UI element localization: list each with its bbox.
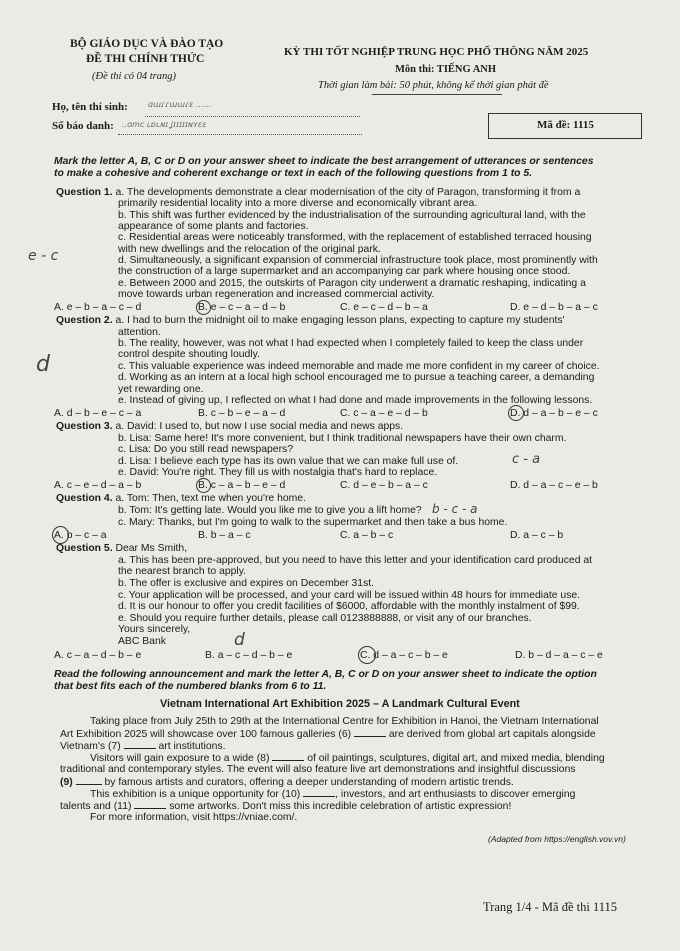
q2-line-d2: yet rewarding one.	[118, 384, 204, 395]
q4-handwritten-note: b - c - a	[432, 502, 478, 516]
ministry-name: BỘ GIÁO DỤC VÀ ĐÀO TẠO	[70, 38, 224, 50]
q1-handwritten-note: e - c	[28, 248, 59, 264]
q2-line-b: b. The reality, however, was not what I had expected when I completely failed to keep the class under	[118, 338, 584, 349]
subject: Môn thi: TIẾNG ANH	[395, 64, 497, 75]
q3-line-e: e. David: You're right. They fill us with nostalgia that's hard to replace.	[118, 467, 438, 478]
q2-answer-circle	[508, 405, 524, 421]
q2-handwritten-note: d	[36, 352, 50, 377]
q5-closing: Yours sincerely,	[118, 624, 191, 635]
q1-answer-circle	[196, 300, 211, 315]
id-scribble: ..ɑmc ʟɒʟɴɪ ʝɪɪɪɪɪɴʏɛɛ	[122, 120, 207, 129]
q1-line-e2: move towards urban regeneration and increased commercial activity.	[118, 289, 435, 300]
q1-line-e: e. Between 2000 and 2015, the outskirts of Paragon city underwent a dramatic reshaping, indicating a	[118, 278, 586, 289]
exam-title: KỲ THI TỐT NGHIỆP TRUNG HỌC PHỔ THÔNG NĂM 2025	[284, 46, 589, 58]
q5-line-e: e. Should you require further details, please call 0123888888, or visit any of our branches.	[118, 613, 532, 624]
article-p2-line3: (9) by famous artists and curators, offering a deeper understanding of modern artistic trends.	[60, 777, 514, 788]
q4-option-d: D. a – c – b	[510, 530, 564, 541]
q5-answer-circle	[358, 646, 376, 664]
section2-instruction-2: that best fits each of the numbered blanks from 6 to 11.	[54, 681, 327, 692]
q1-line-a2: primarily residential locality into a more diverse and economically vibrant area.	[118, 198, 478, 209]
q4-line-c: c. Mary: Thanks, but I'm going to walk to the supermarket and then take a bus home.	[118, 517, 508, 528]
blank-9	[76, 776, 102, 785]
q5-line-a: a. This has been pre-approved, but you need to have this letter and your identification card produced at	[118, 555, 593, 566]
q4-line-b: b. Tom: It's getting late. Would you like me to give you a lift home?	[118, 505, 422, 516]
q3-handwritten-note: c - a	[512, 452, 541, 467]
q2-option-c: C. c – a – e – d – b	[340, 408, 428, 419]
q2-line-d: d. Working as an intern at a local high school encouraged me to pursue a teaching career, a demanding	[118, 372, 595, 383]
q3-label: Question 3.	[56, 421, 113, 432]
section1-instruction-2: to make a cohesive and coherent exchange or text in each of the following questions from 1 to 5.	[54, 168, 533, 179]
q3-line-b: b. Lisa: Same here! It's more convenient, but I think traditional newspapers have their own charm.	[118, 433, 567, 444]
q5-label: Question 5.	[56, 543, 113, 554]
article-p1-line2: Art Exhibition 2025 will showcase over 100 famous galleries (6) are derived from global art capitals alongside	[60, 729, 596, 740]
q2-option-b: B. c – b – e – a – d	[198, 408, 286, 419]
q1-line-b: b. This shift was further evidenced by the industrialisation of the surrounding agricultural land, with the	[118, 210, 586, 221]
blank-7	[124, 740, 156, 749]
q2-option-a: A. d – b – e – c – a	[54, 408, 142, 419]
q1-option-d: D. e – d – b – a – c	[510, 302, 598, 313]
q5-option-b: B. a – c – d – b – e	[205, 650, 293, 661]
candidate-name-label: Họ, tên thí sinh:	[52, 101, 128, 113]
article-p3-line2: talents and (11) some artworks. Don't miss this incredible celebration of artistic expression!	[60, 801, 512, 812]
q4-answer-circle	[52, 526, 69, 544]
q2-line-a2: attention.	[118, 327, 161, 338]
page-footer: Trang 1/4 - Mã đề thi 1115	[483, 900, 618, 914]
q1-option-c: C. e – c – d – b – a	[340, 302, 428, 313]
article-title: Vietnam International Art Exhibition 2025 – A Landmark Cultural Event	[160, 698, 520, 710]
q5-line-c: c. Your application will be processed, and your card will be issued within 48 hours for immediate use.	[118, 590, 581, 601]
article-p2-line2: traditional and contemporary styles. The event will also feature live art demonstrations and insightful discussions	[60, 764, 576, 775]
q2-label: Question 2.	[56, 315, 113, 326]
name-scribble: ɑɯɾɾɯɯɾɛ ......	[148, 100, 212, 109]
q2-line-e: e. Instead of giving up, I reflected on what I had done and made improvements in the following lessons.	[118, 395, 593, 406]
q2-line-b2: control despite shouting loudly.	[118, 349, 260, 360]
q1-option-b: B. e – c – a – d – b	[198, 302, 286, 313]
q1-option-a: A. e – b – a – c – d	[54, 302, 142, 313]
time-note: Thời gian làm bài: 50 phút, không kể thời gian phát đề	[318, 80, 549, 91]
section2-instruction-1: Read the following announcement and mark the letter A, B, C or D on your answer sheet to indicate the option	[54, 669, 597, 680]
q5-option-d: D. b – d – a – c – e	[515, 650, 603, 661]
q5-sender: ABC Bank	[118, 636, 166, 647]
section1-instruction-1: Mark the letter A, B, C or D on your answer sheet to indicate the best arrangement of utterances or sentences	[54, 156, 594, 167]
q1-line-d2: the construction of a large supermarket and an accompanying car park where housing once stood.	[118, 266, 571, 277]
blank-6	[354, 728, 386, 737]
article-p1-line3: Vietnam's (7) art institutions.	[60, 741, 226, 752]
q3-line-d: d. Lisa: I believe each type has its own value that we can make full use of.	[118, 456, 459, 467]
q2-line-c: c. This valuable experience was indeed memorable and made me more confident in my career of choice.	[118, 361, 600, 372]
q5-option-a: A. c – a – d – b – e	[54, 650, 142, 661]
q1-line-a: Question 1. a. The developments demonstrate a clear modernisation of the city of Paragon, transforming it from a	[56, 187, 581, 198]
official-exam-label: ĐỀ THI CHÍNH THỨC	[86, 53, 205, 65]
q1-label: Question 1.	[56, 187, 113, 198]
q1-line-c2: with new dwellings and the relocation of the original park.	[118, 244, 381, 255]
blank-10	[303, 788, 335, 797]
q5-line-d: d. It is our honour to offer you credit facilities of $6000, affordable with the monthly instalment of $99.	[118, 601, 580, 612]
q3-option-b: B. c – a – b – e – d	[198, 480, 286, 491]
q3-line-c: c. Lisa: Do you still read newspapers?	[118, 444, 293, 455]
q4-option-b: B. b – a – c	[198, 530, 251, 541]
q3-option-a: A. c – e – d – a – b	[54, 480, 142, 491]
article-p3-line1: This exhibition is a unique opportunity for (10) , investors, and art enthusiasts to discover emerging	[90, 789, 576, 800]
q3-option-d: D. d – a – c – e – b	[510, 480, 598, 491]
candidate-id-label: Số báo danh:	[52, 120, 114, 132]
blank-11	[134, 800, 166, 809]
time-underline	[372, 94, 502, 95]
id-dotted-line	[118, 134, 362, 135]
q3-answer-circle	[196, 478, 211, 493]
q5-line-a2: the nearest branch to apply.	[118, 566, 247, 577]
article-source: (Adapted from https://english.vov.vn)	[488, 834, 626, 844]
q5-handwritten-note: d	[234, 630, 245, 650]
q1-line-d: d. Simultaneously, a significant expansion of commercial infrastructure took place, most prominently with	[118, 255, 598, 266]
q2-line-a: Question 2. a. I had to burn the midnight oil to make engaging lesson plans, expecting to capture my students'	[56, 315, 565, 326]
article-p2-line1: Visitors will gain exposure to a wide (8) of oil paintings, sculptures, digital art, and mixed media, blending	[90, 753, 605, 764]
q4-option-c: C. a – b – c	[340, 530, 394, 541]
pages-note: (Đề thi có 04 trang)	[92, 71, 176, 82]
q1-line-c: c. Residential areas were noticeably transformed, with the replacement of established terraced housing	[118, 232, 592, 243]
exam-code: Mã đề: 1115	[537, 119, 594, 131]
q1-line-b2: appearance of some plants and factories.	[118, 221, 309, 232]
q3-line-a: Question 3. a. David: I used to, but now I use social media and news apps.	[56, 421, 404, 432]
name-dotted-line	[145, 116, 360, 117]
q5-line-b: b. The offer is exclusive and expires on December 31st.	[118, 578, 375, 589]
q5-option-c: C. d – a – c – b – e	[360, 650, 448, 661]
q4-line-a: Question 4. a. Tom: Then, text me when you're home.	[56, 493, 306, 504]
q5-line-greeting: Question 5. Dear Ms Smith,	[56, 543, 188, 554]
article-p4: For more information, visit https://vniae.com/.	[90, 812, 298, 823]
q2-option-d: D. d – a – b – e – c	[510, 408, 598, 419]
blank-8	[272, 752, 304, 761]
article-p1-line1: Taking place from July 25th to 29th at the International Centre for Exhibition in Hanoi, the Vietnam International	[90, 716, 599, 727]
q4-label: Question 4.	[56, 493, 113, 504]
q3-option-c: C. d – e – b – a – c	[340, 480, 428, 491]
q4-option-a: A. b – c – a	[54, 530, 107, 541]
